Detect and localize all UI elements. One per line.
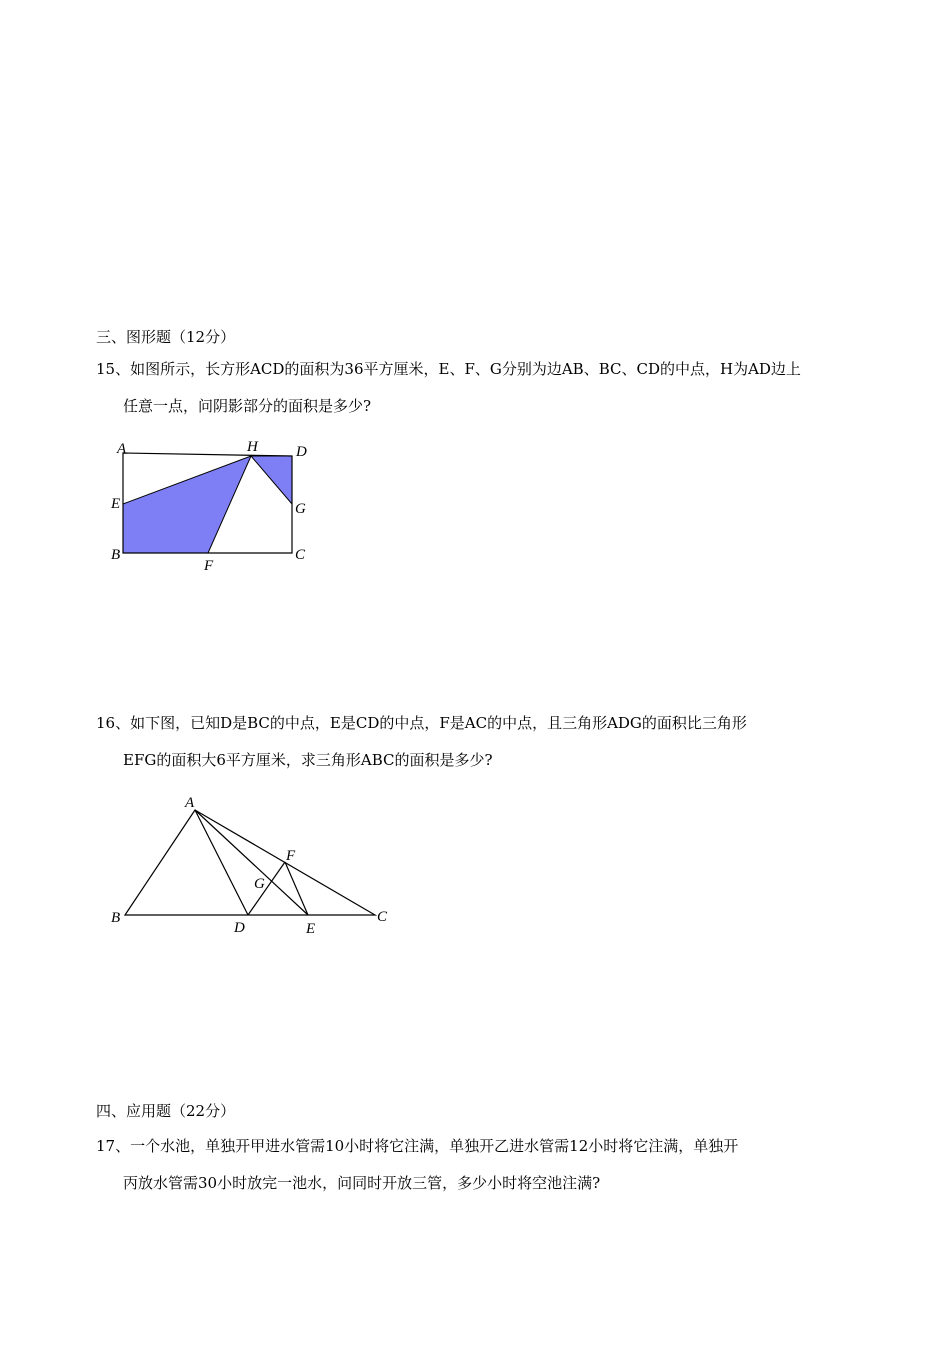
label-D: D — [234, 920, 245, 936]
q17-text-line-2: 丙放水管需30小时放完一池水，问同时开放三管，多少小时将空池注满? — [123, 1174, 601, 1192]
label-B: B — [111, 547, 121, 563]
label-A: A — [185, 795, 195, 811]
label-E: E — [111, 496, 121, 512]
label-D: D — [296, 444, 307, 460]
q16-triangle-figure — [100, 790, 400, 940]
q15-rectangle-figure — [100, 436, 330, 576]
q16-segment-EF — [285, 862, 308, 915]
label-F: F — [286, 848, 296, 864]
q16-text-line-1: 16、如下图，已知D是BC的中点，E是CD的中点，F是AC的中点，且三角形ADG的面积比三角形 — [96, 714, 747, 732]
section-3-title: 三、图形题（12分） — [96, 328, 236, 346]
q15-shaded-quadrilateral — [123, 456, 251, 553]
section-4-title: 四、应用题（22分） — [96, 1102, 236, 1120]
label-B: B — [111, 910, 121, 926]
q16-triangle-ABC — [125, 810, 375, 915]
label-C: C — [377, 909, 388, 925]
q16-text-line-2: EFG的面积大6平方厘米，求三角形ABC的面积是多少? — [123, 751, 493, 769]
q15-text-line-1: 15、如图所示，长方形ACD的面积为36平方厘米，E、F、G分别为边AB、BC、CD的中点，H为AD边上 — [96, 360, 801, 378]
label-G: G — [295, 501, 306, 517]
label-C: C — [295, 547, 306, 563]
q15-text-line-2: 任意一点，问阴影部分的面积是多少? — [123, 397, 372, 415]
label-E: E — [306, 921, 316, 937]
q17-text-line-1: 17、一个水池，单独开甲进水管需10小时将它注满，单独开乙进水管需12小时将它注满，单独开 — [96, 1137, 739, 1155]
label-A: A — [117, 441, 127, 457]
label-H: H — [247, 439, 258, 455]
label-F: F — [204, 558, 214, 574]
label-G: G — [254, 876, 265, 892]
q15-shaded-triangle — [251, 456, 292, 504]
